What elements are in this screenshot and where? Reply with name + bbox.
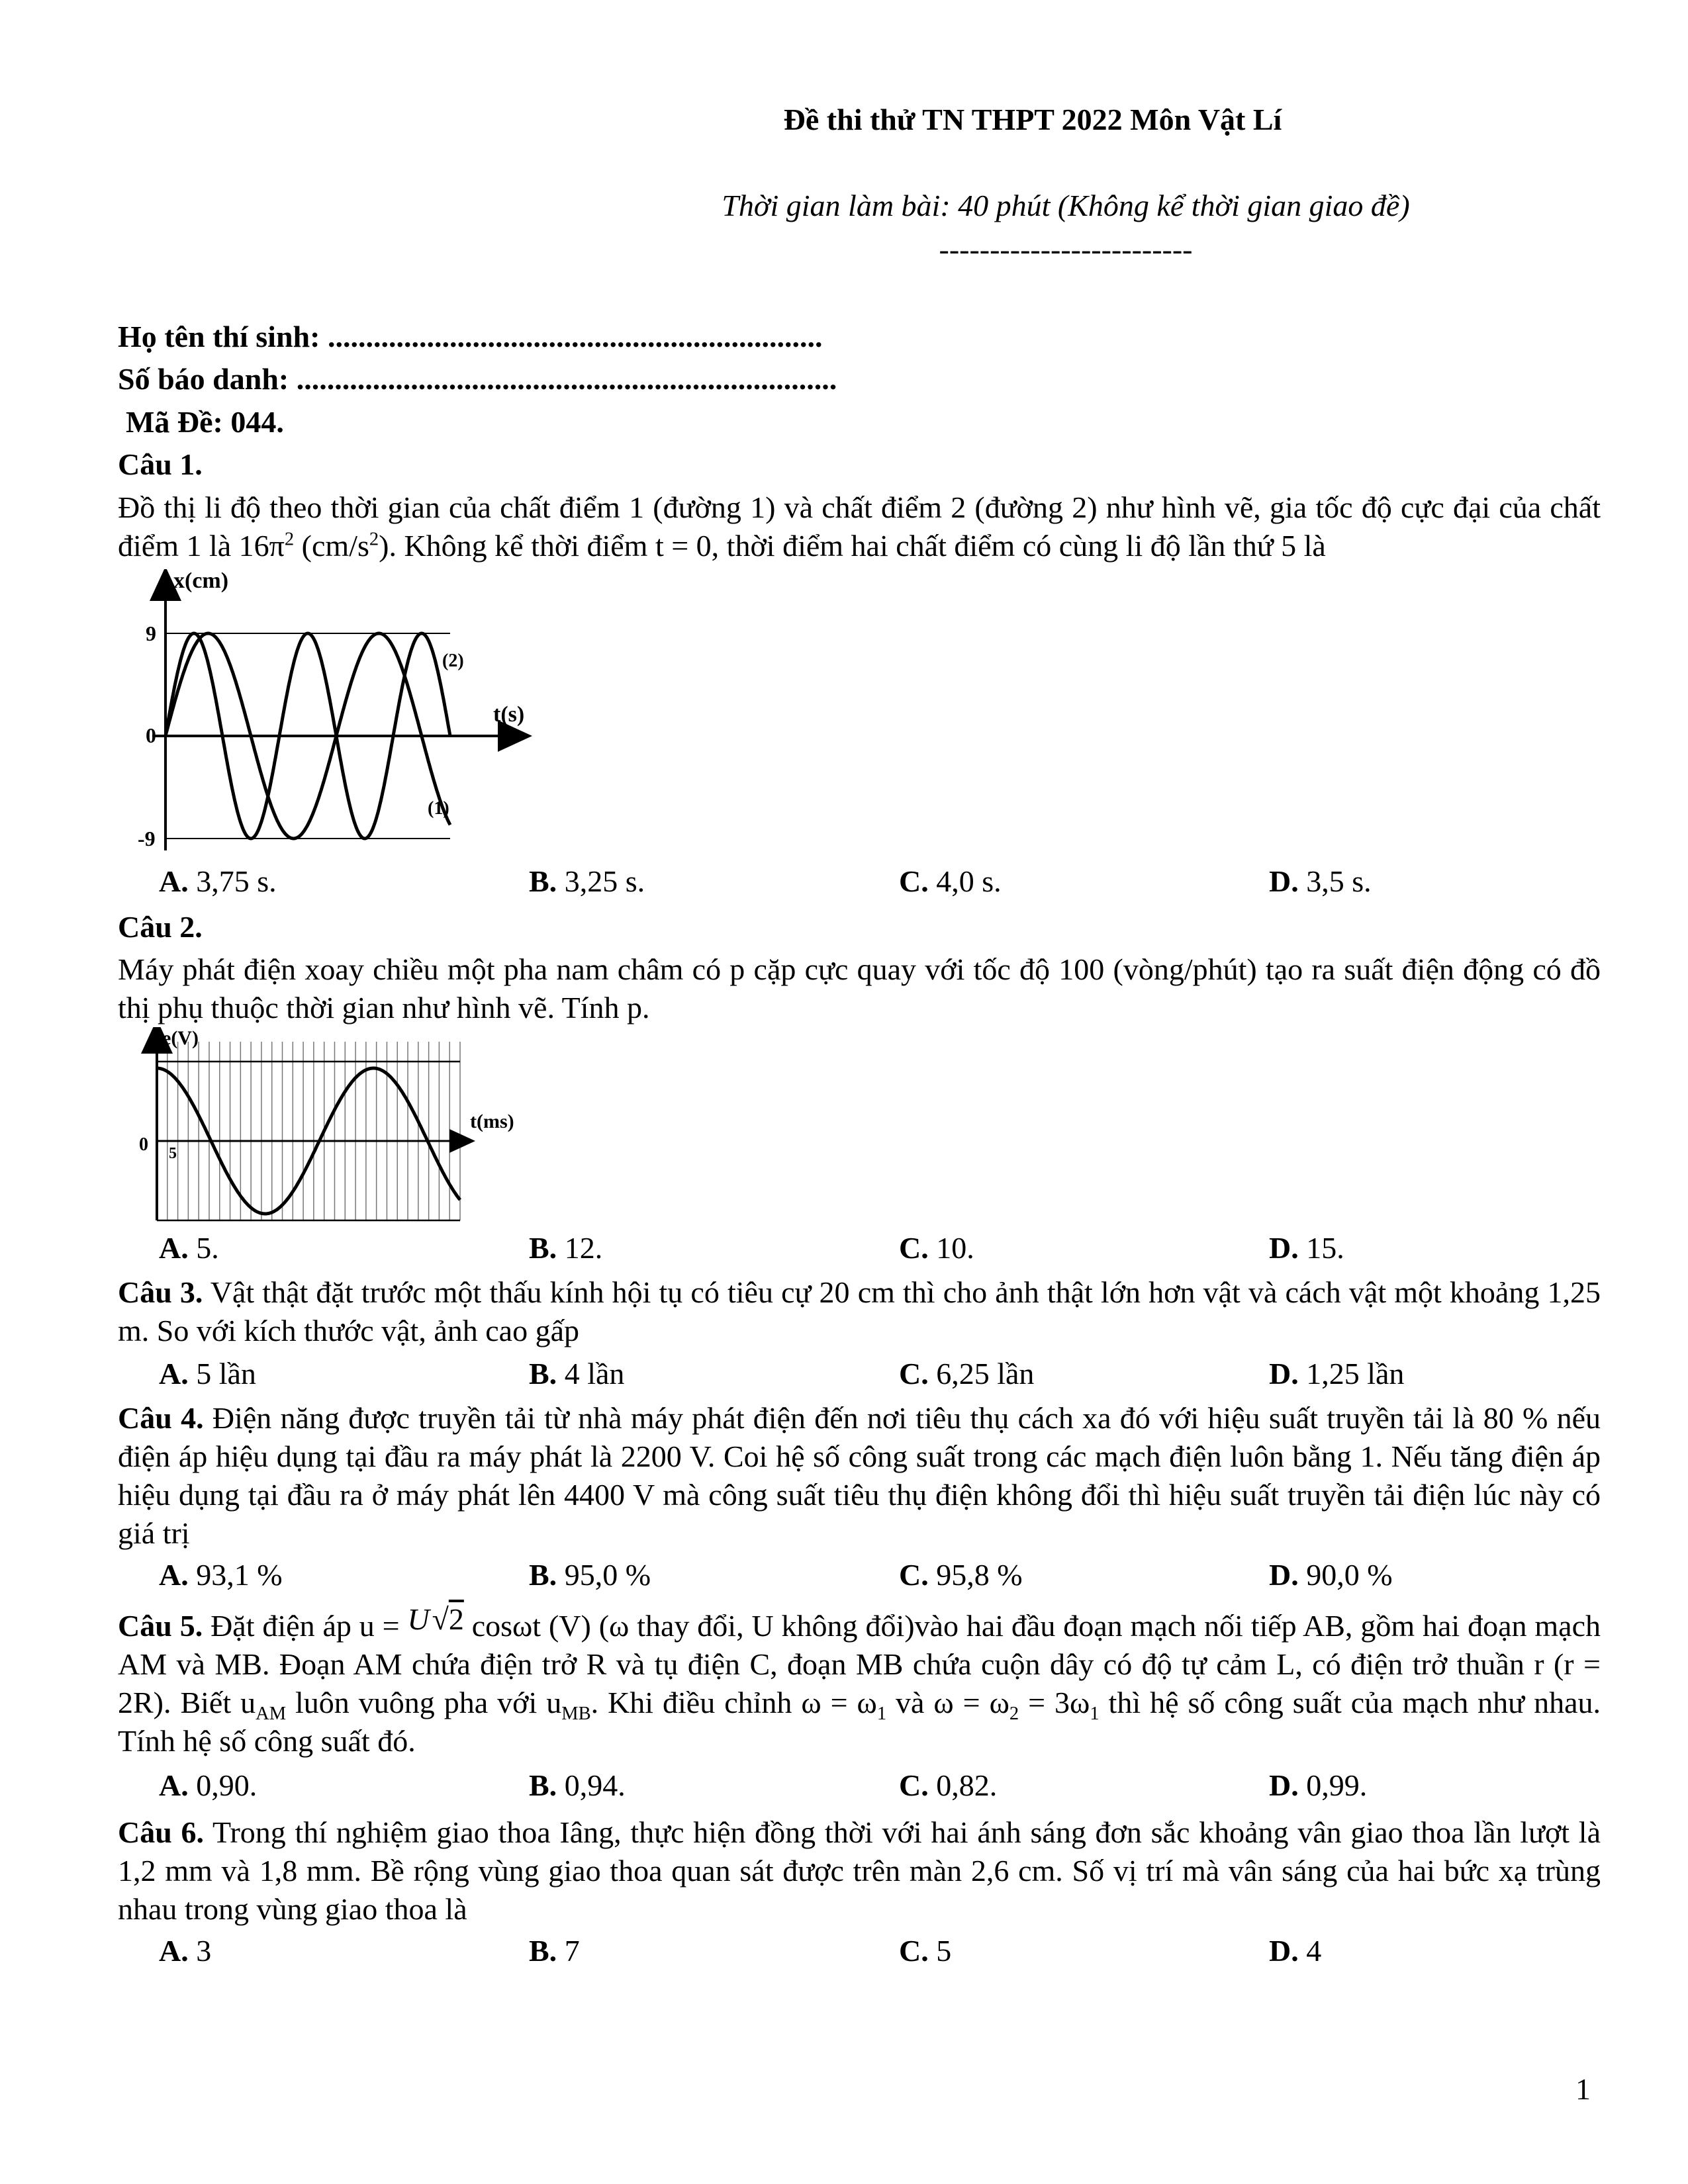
- q6-option-a-letter: A.: [159, 1934, 189, 1968]
- q3-option-c[interactable]: [899, 1354, 1034, 1394]
- q5-t5: và ω = ω: [886, 1686, 1009, 1719]
- q1-options: [159, 862, 1549, 901]
- q2-chart-ytick-0: 0: [139, 1134, 148, 1155]
- q6-text: [118, 1813, 1601, 1929]
- q1-option-d-text: 3,5 s.: [1298, 864, 1372, 898]
- q1-displacement-chart: [126, 569, 549, 860]
- q1-text-c: ). Không kể thời điểm t = 0, thời điểm hai chất điểm có cùng li độ lần thứ 5 là: [379, 529, 1326, 563]
- q4-option-b[interactable]: [529, 1555, 651, 1595]
- q4-option-a-letter: A.: [159, 1558, 189, 1592]
- q4-option-c-text: 95,8 %: [928, 1558, 1023, 1592]
- exam-subtitle: Thời gian làm bài: 40 phút (Không kể thời gian giao đề): [722, 189, 1410, 222]
- q5-text: [118, 1602, 1601, 1760]
- q1-sup-2: 2: [369, 529, 379, 550]
- q4-option-d[interactable]: [1269, 1555, 1393, 1595]
- q2-option-c[interactable]: [899, 1228, 974, 1268]
- q4-options: [159, 1555, 1549, 1595]
- q2-label: Câu 2.: [118, 910, 203, 944]
- q6-option-a[interactable]: [159, 1931, 211, 1971]
- q5-option-c-letter: C.: [899, 1768, 929, 1802]
- q1-option-b-letter: B.: [529, 864, 557, 898]
- q6-option-b-text: 7: [557, 1934, 580, 1968]
- q2-chart-grid: [157, 1042, 460, 1220]
- q5-option-a[interactable]: [159, 1766, 257, 1805]
- q5-option-b-letter: B.: [529, 1768, 557, 1802]
- q2-emf-chart: [126, 1027, 536, 1226]
- exam-title: Đề thi thử TN THPT 2022 Môn Vật Lí: [783, 103, 1282, 136]
- q5-option-a-letter: A.: [159, 1768, 189, 1802]
- q1-chart-ylabel: x(cm): [173, 569, 229, 593]
- q2-option-a-text: 5.: [188, 1231, 219, 1265]
- q5-t4: . Khi điều chỉnh ω = ω: [590, 1686, 877, 1719]
- q1-option-a[interactable]: [159, 862, 277, 901]
- q4-option-a-text: 93,1 %: [188, 1558, 283, 1592]
- q3-option-c-letter: C.: [899, 1357, 929, 1390]
- q1-option-c-text: 4,0 s.: [928, 864, 1002, 898]
- q5-option-b[interactable]: [529, 1766, 626, 1805]
- q5-t7: thì hệ số công suất của mạch như nhau. Tính hệ số công suất đó.: [118, 1686, 1601, 1758]
- q2-option-c-letter: C.: [899, 1231, 929, 1265]
- q3-option-b-text: 4 lần: [557, 1357, 625, 1390]
- q6-option-d-letter: D.: [1269, 1934, 1299, 1968]
- q2-option-b[interactable]: [529, 1228, 602, 1268]
- q3-option-b[interactable]: [529, 1354, 624, 1394]
- q6-option-b-letter: B.: [529, 1934, 557, 1968]
- q6-option-a-text: 3: [188, 1934, 212, 1968]
- q5-option-c-text: 0,82.: [928, 1768, 998, 1802]
- q3-body: Vật thật đặt trước một thấu kính hội tụ có tiêu cự 20 cm thì cho ảnh thật lớn hơn vật và cách vật một khoảng 1,25 m. So với kích thước vật, ảnh cao gấp: [118, 1275, 1601, 1347]
- q5-sub-1: 1: [876, 1704, 887, 1725]
- q4-option-d-letter: D.: [1269, 1558, 1299, 1592]
- q4-option-c[interactable]: [899, 1555, 1023, 1595]
- q6-option-c-letter: C.: [899, 1934, 929, 1968]
- q3-options: [159, 1354, 1549, 1394]
- q1-sup-1: 2: [284, 529, 295, 550]
- q6-label: Câu 6.: [118, 1815, 205, 1849]
- q3-option-d[interactable]: [1269, 1354, 1404, 1394]
- candidate-id-label: Số báo danh:: [118, 362, 289, 396]
- exam-code-value: 044.: [230, 405, 284, 439]
- q5-options: [159, 1766, 1549, 1805]
- q4-option-d-text: 90,0 %: [1298, 1558, 1393, 1592]
- q5-u-sqrt2: U √2: [407, 1602, 464, 1636]
- q1-option-a-letter: A.: [159, 864, 189, 898]
- q1-option-d[interactable]: [1269, 862, 1372, 901]
- q5-sub-3: 1: [1090, 1704, 1100, 1725]
- q4-body: Điện năng được truyền tải từ nhà máy phát điện đến nơi tiêu thụ cách xa đó với hiệu suất truyền tải là 80 % nếu điện áp hiệu dụng tại đầu ra máy phát là 2200 V. Coi hệ số công suất trong các mạch điện luôn bằng 1. Nếu tăng điện áp hiệu dụng tại đầu ra ở máy phát lên 4400 V mà công suất tiêu thụ điện không đổi thì hiệu suất truyền tải điện lúc này có giá trị: [118, 1401, 1601, 1550]
- q4-label: Câu 4.: [118, 1401, 204, 1435]
- q3-option-c-text: 6,25 lần: [928, 1357, 1035, 1390]
- q1-option-a-text: 3,75 s.: [188, 864, 277, 898]
- q3-text: [118, 1273, 1601, 1350]
- q1-text: [118, 488, 1601, 565]
- page-number: 1: [1575, 2072, 1591, 2106]
- q5-t2: cosωt (V) (ω thay đổi, U không đổi)vào hai đầu đoạn mạch nối tiếp AB, gồm hai đoạn mạch AM và MB. Đoạn AM chứa điện trở R và tụ điện C, đoạn MB chứa cuộn dây có độ tự cảm L, có điện trở thuần r (r = 2R). Biết u: [118, 1609, 1601, 1719]
- q1-text-b: (cm/s: [294, 529, 369, 563]
- exam-code-label: Mã Đề:: [126, 405, 223, 439]
- q5-sub-am: AM: [256, 1704, 287, 1725]
- q5-sub-mb: MB: [561, 1704, 591, 1725]
- q6-option-c-text: 5: [928, 1934, 952, 1968]
- q3-option-a[interactable]: [159, 1354, 256, 1394]
- candidate-name-dots: .................................................................: [327, 320, 823, 353]
- q2-chart-ylabel: e(V): [162, 1027, 199, 1049]
- q3-option-d-text: 1,25 lần: [1298, 1357, 1405, 1390]
- q4-option-b-letter: B.: [529, 1558, 557, 1592]
- q5-option-d[interactable]: [1269, 1766, 1367, 1805]
- q2-option-d[interactable]: [1269, 1228, 1344, 1268]
- q5-option-b-text: 0,94.: [557, 1768, 626, 1802]
- q1-text-a: Đồ thị li độ theo thời gian của chất điểm 1 (đường 1) và chất điểm 2 (đường 2) như hình vẽ, gia tốc độ cực đại của chất điểm 1 là 16π: [118, 490, 1601, 563]
- q6-option-d-text: 4: [1298, 1934, 1322, 1968]
- q2-options: [159, 1228, 1549, 1268]
- q6-body: Trong thí nghiệm giao thoa Iâng, thực hiện đồng thời với hai ánh sáng đơn sắc khoảng vân giao thoa lần lượt là 1,2 mm và 1,8 mm. Bề rộng vùng giao thoa quan sát được trên màn 2,6 cm. Số vị trí mà vân sáng của hai bức xạ trùng nhau trong vùng giao thoa là: [118, 1815, 1601, 1926]
- candidate-name-label: Họ tên thí sinh:: [118, 320, 320, 353]
- q3-label: Câu 3.: [118, 1275, 203, 1309]
- q5-option-d-text: 0,99.: [1298, 1768, 1368, 1802]
- candidate-name-line: [118, 318, 822, 356]
- q2-option-c-text: 10.: [928, 1231, 974, 1265]
- q5-math-two: 2: [448, 1602, 464, 1636]
- q5-option-d-letter: D.: [1269, 1768, 1299, 1802]
- q6-option-c[interactable]: [899, 1931, 951, 1971]
- q2-option-a[interactable]: [159, 1228, 219, 1268]
- q5-option-c[interactable]: [899, 1766, 997, 1805]
- q2-option-a-letter: A.: [159, 1231, 189, 1265]
- q5-sub-2: 2: [1009, 1704, 1019, 1725]
- q2-text: Máy phát điện xoay chiều một pha nam châm có p cặp cực quay với tốc độ 100 (vòng/phút) tạo ra suất điện động có đồ thị phụ thuộc thời gian như hình vẽ. Tính p.: [118, 952, 1601, 1024]
- q5-t3: luôn vuông pha với u: [286, 1686, 562, 1719]
- q1-label: Câu 1.: [118, 447, 203, 481]
- candidate-id-dots: .......................................................................: [296, 362, 837, 396]
- q1-chart-ytick-9: 9: [146, 621, 156, 645]
- q1-chart-series-2-label: (2): [442, 651, 464, 671]
- q2-option-b-text: 12.: [557, 1231, 603, 1265]
- q1-option-b[interactable]: [529, 862, 645, 901]
- q5-t6: = 3ω: [1019, 1686, 1090, 1719]
- q2-chart-xlabel: t(ms): [470, 1111, 514, 1132]
- q3-option-a-text: 5 lần: [188, 1357, 256, 1390]
- q4-option-b-text: 95,0 %: [557, 1558, 651, 1592]
- q1-chart-xlabel: t(s): [493, 702, 525, 727]
- q2-option-b-letter: B.: [529, 1231, 557, 1265]
- q3-option-a-letter: A.: [159, 1357, 189, 1390]
- q6-option-d[interactable]: [1269, 1931, 1321, 1971]
- q2-chart-xtick-5: 5: [169, 1145, 177, 1162]
- q1-chart-series-1-label: (1): [428, 798, 449, 819]
- q5-label: Câu 5.: [118, 1609, 203, 1643]
- q5-t1: Đặt điện áp u =: [203, 1609, 408, 1643]
- q1-chart-ytick-0: 0: [146, 723, 156, 747]
- q2-option-d-letter: D.: [1269, 1231, 1299, 1265]
- candidate-id-line: [118, 360, 837, 398]
- q1-option-c-letter: C.: [899, 864, 929, 898]
- q3-option-b-letter: B.: [529, 1357, 557, 1390]
- q5-option-a-text: 0,90.: [188, 1768, 258, 1802]
- q6-options: [159, 1931, 1549, 1971]
- q2-option-d-text: 15.: [1298, 1231, 1344, 1265]
- q1-option-d-letter: D.: [1269, 864, 1299, 898]
- header-rule: -------------------------: [939, 232, 1193, 266]
- q3-option-d-letter: D.: [1269, 1357, 1299, 1390]
- exam-code-line: [126, 403, 284, 441]
- q1-option-c[interactable]: [899, 862, 1002, 901]
- q4-option-a[interactable]: [159, 1555, 283, 1595]
- q4-option-c-letter: C.: [899, 1558, 929, 1592]
- q1-option-b-text: 3,25 s.: [557, 864, 645, 898]
- q5-math-u: U: [407, 1602, 430, 1636]
- q4-text: [118, 1399, 1601, 1553]
- q6-option-b[interactable]: [529, 1931, 580, 1971]
- q1-chart-ytick-neg9: -9: [138, 827, 156, 850]
